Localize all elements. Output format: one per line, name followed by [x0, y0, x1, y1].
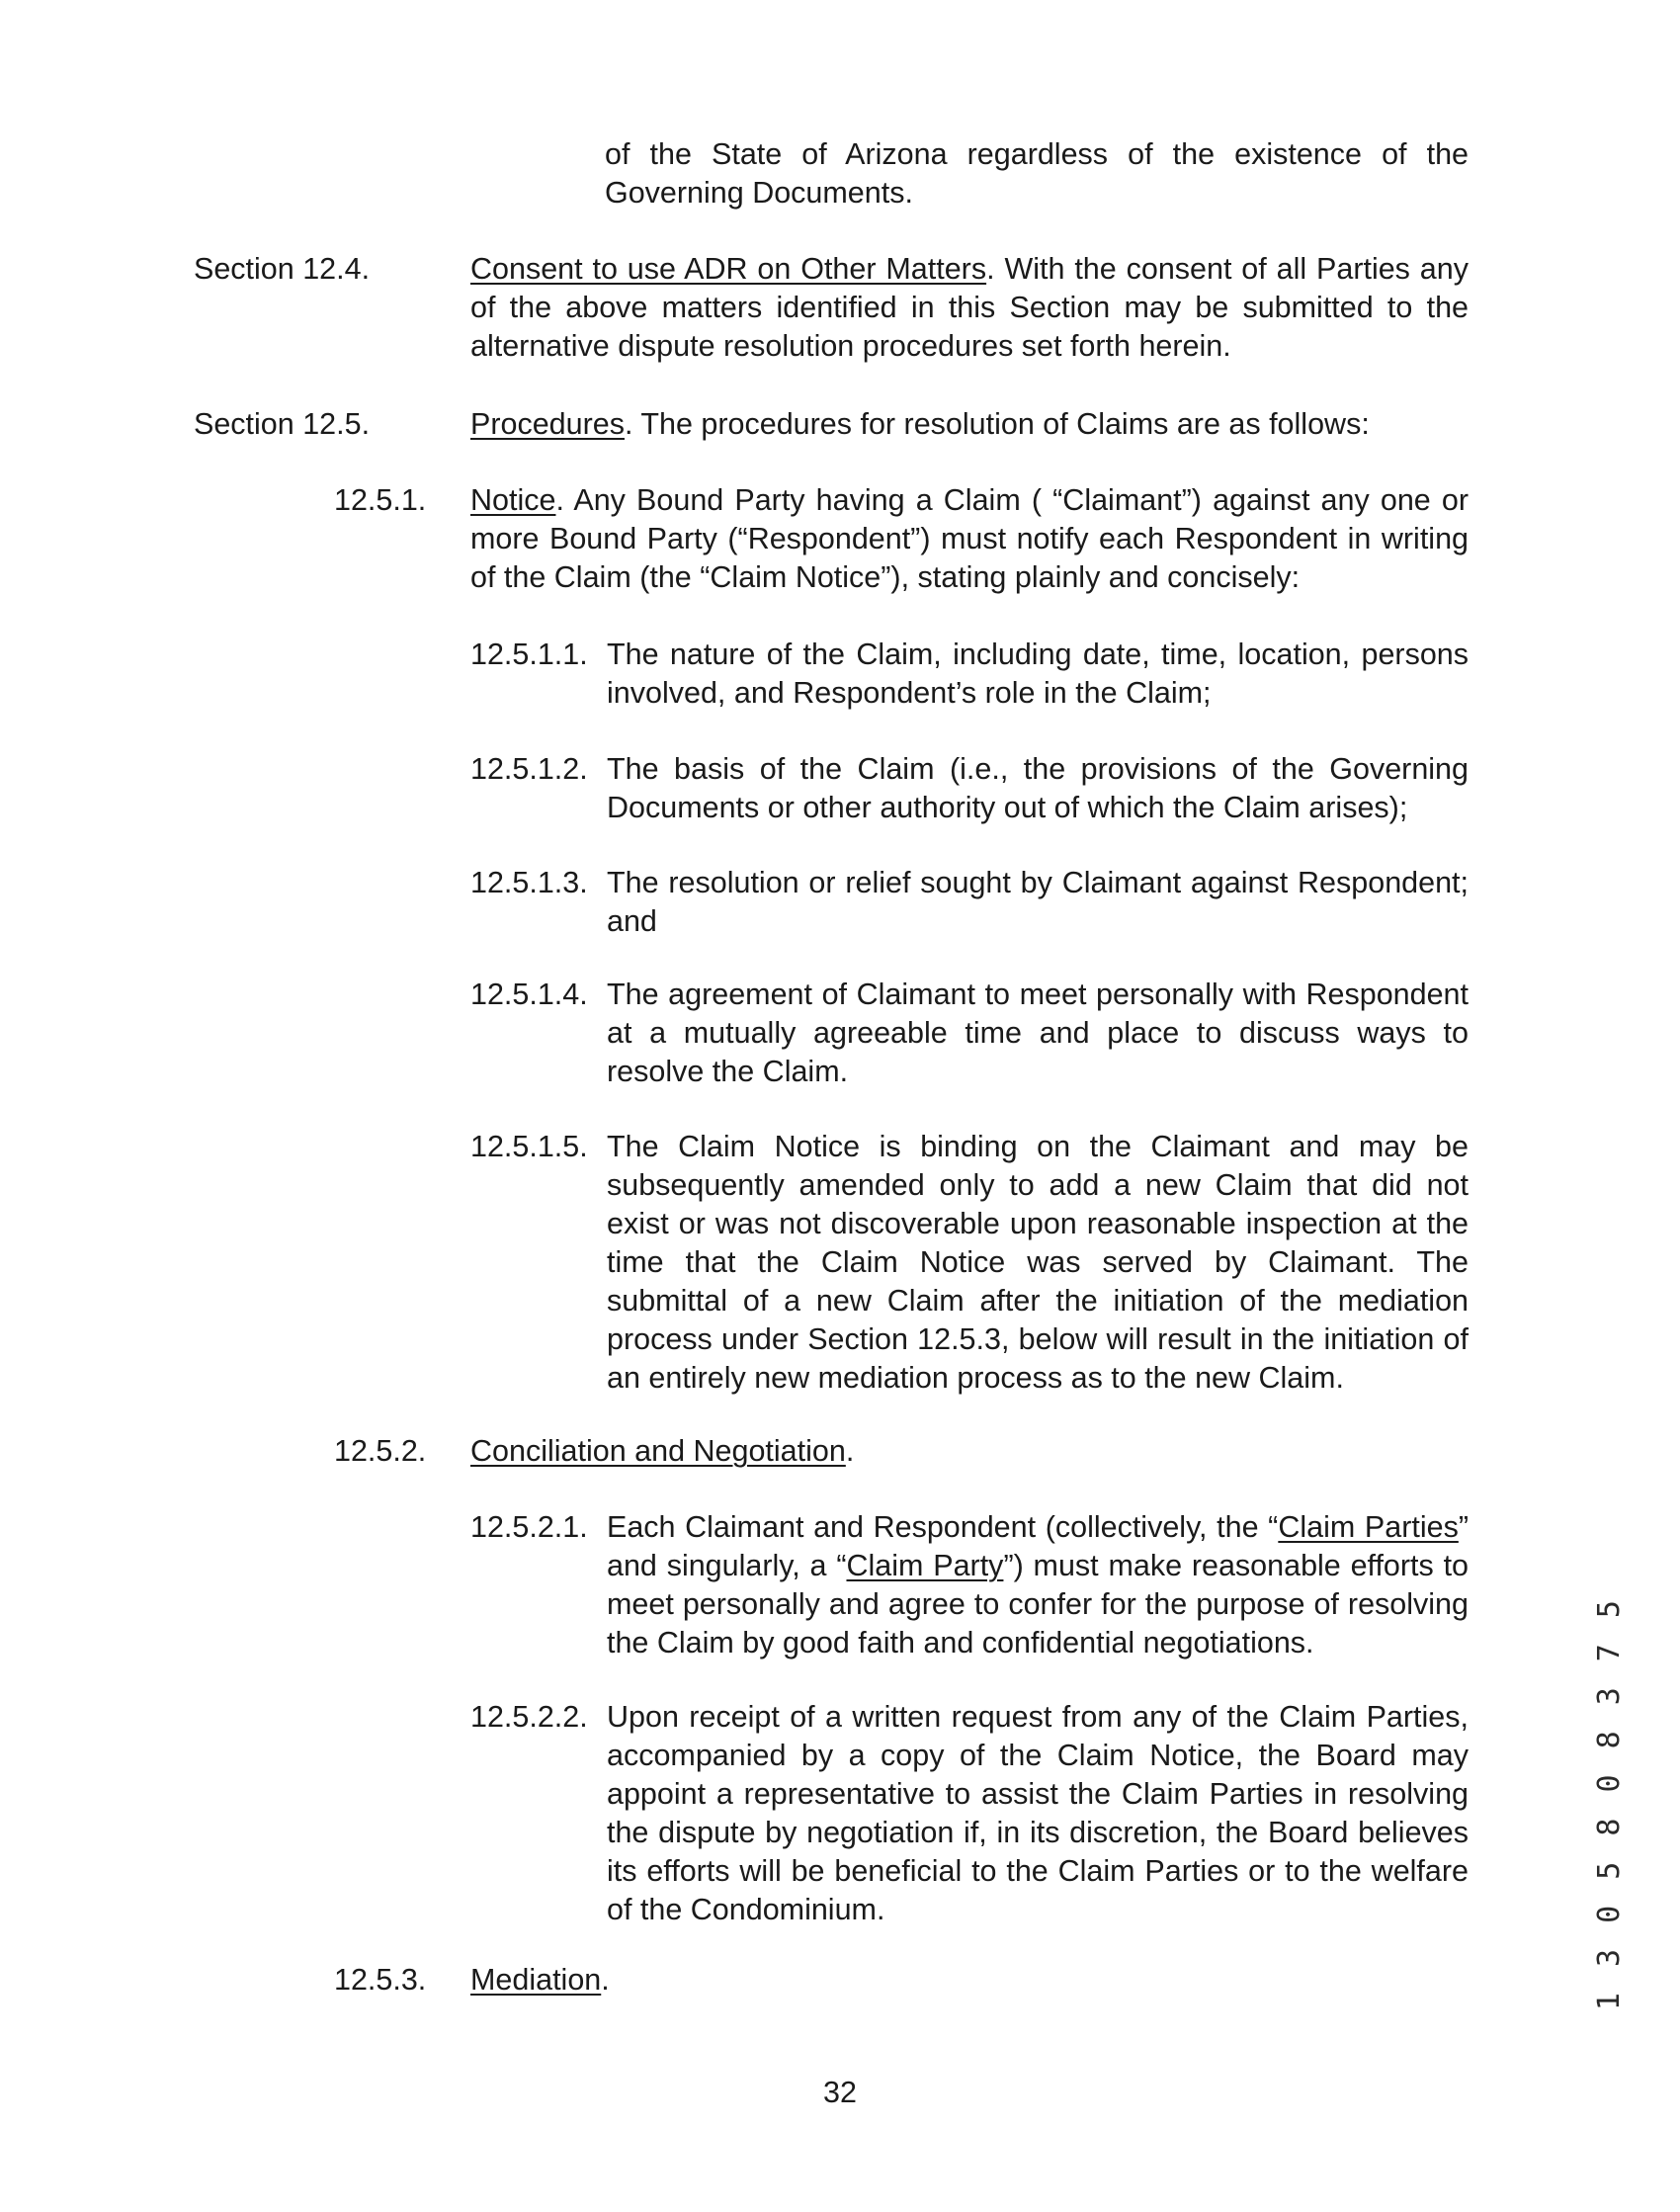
item-12-5-1-2-text: The basis of the Claim (i.e., the provisions of the Governing Documents or other authority out of which the Claim arises);: [607, 752, 1469, 824]
subsection-12-5-2-body: [470, 1432, 1469, 1471]
item-12-5-1-3-text: The resolution or relief sought by Claimant against Respondent; and: [607, 866, 1469, 938]
section-12-4-heading: Consent to use ADR on Other Matters: [470, 252, 987, 286]
section-label-12-4: Section 12.4.: [194, 252, 371, 286]
section-12-4-body: [470, 250, 1469, 366]
section-12-5-body: [470, 405, 1469, 444]
subsection-12-5-1-body: [470, 481, 1469, 597]
section-label-12-5: Section 12.5.: [194, 407, 371, 441]
item-label-12-5-2-1: 12.5.2.1.: [470, 1510, 588, 1544]
subsection-12-5-2-heading: Conciliation and Negotiation: [470, 1434, 846, 1468]
item-12-5-2-1-text: [607, 1508, 1469, 1662]
section-12-5-heading: Procedures: [470, 407, 625, 441]
section-12-4-text: . With the consent of all Parties any of the above matters identified in this Section may be submitted to the alternative dispute resolution procedures set forth herein.: [470, 252, 1469, 363]
defined-term-claim-parties: Claim Parties: [1278, 1510, 1459, 1544]
continuation-paragraph: of the State of Arizona regardless of the existence of the Governing Documents.: [605, 137, 1469, 210]
defined-term-claim-party: Claim Party: [846, 1549, 1004, 1582]
item-label-12-5-1-3: 12.5.1.3.: [470, 866, 588, 899]
subsection-12-5-3-heading: Mediation: [470, 1963, 602, 1997]
subsection-12-5-1-text: . Any Bound Party having a Claim ( “Claimant”) against any one or more Bound Party (“Respondent”) must notify each Respondent in writing of the Claim (the “Claim Notice”), stating plainly and concisely:: [470, 483, 1469, 594]
item-12-5-2-1-text-b: ” and singularly, a “: [607, 1510, 1469, 1582]
item-label-12-5-1-4: 12.5.1.4.: [470, 978, 588, 1011]
item-label-12-5-2-2: 12.5.2.2.: [470, 1700, 588, 1734]
subsection-12-5-3-text: .: [601, 1963, 610, 1997]
subsection-label-12-5-1: 12.5.1.: [334, 483, 427, 517]
item-label-12-5-1-1: 12.5.1.1.: [470, 638, 588, 671]
item-12-5-2-1-text-a: Each Claimant and Respondent (collectively, the “: [607, 1510, 1279, 1544]
subsection-label-12-5-3: 12.5.3.: [334, 1963, 427, 1997]
page-number: 32: [823, 2076, 857, 2109]
margin-recording-stamp: 1 3 0 5 8 0 8 3 7 5: [1592, 1596, 1627, 2011]
subsection-12-5-2-text: .: [845, 1434, 855, 1468]
item-12-5-2-1-text-c: ”) must make reasonable efforts to meet personally and agree to confer for the purpose of resolving the Claim by good faith and confidential negotiations.: [607, 1549, 1470, 1659]
item-12-5-1-1-text: The nature of the Claim, including date, time, location, persons involved, and Respondent’s role in the Claim;: [607, 638, 1469, 710]
item-label-12-5-1-2: 12.5.1.2.: [470, 752, 588, 786]
item-12-5-2-2-text: Upon receipt of a written request from any of the Claim Parties, accompanied by a copy of the Claim Notice, the Board may appoint a representative to assist the Claim Parties in resolving the dispute by negotiation if, in its discretion, the Board believes its efforts will be beneficial to the Claim Parties or to the welfare of the Condominium.: [607, 1700, 1469, 1926]
item-label-12-5-1-5: 12.5.1.5.: [470, 1130, 588, 1163]
subsection-12-5-1-heading: Notice: [470, 483, 556, 517]
item-12-5-1-4-text: The agreement of Claimant to meet personally with Respondent at a mutually agreeable time and place to discuss ways to resolve the Claim.: [607, 978, 1469, 1088]
section-12-5-text: . The procedures for resolution of Claims are as follows:: [624, 407, 1370, 441]
subsection-12-5-3-body: [470, 1961, 1469, 1999]
subsection-label-12-5-2: 12.5.2.: [334, 1434, 427, 1468]
item-12-5-1-5-text: The Claim Notice is binding on the Claimant and may be subsequently amended only to add a new Claim that did not exist or was not discoverable upon reasonable inspection at the time that the Claim Notice was served by Claimant. The submittal of a new Claim after the initiation of the mediation process under Section 12.5.3, below will result in the initiation of an entirely new mediation process as to the new Claim.: [607, 1130, 1469, 1395]
